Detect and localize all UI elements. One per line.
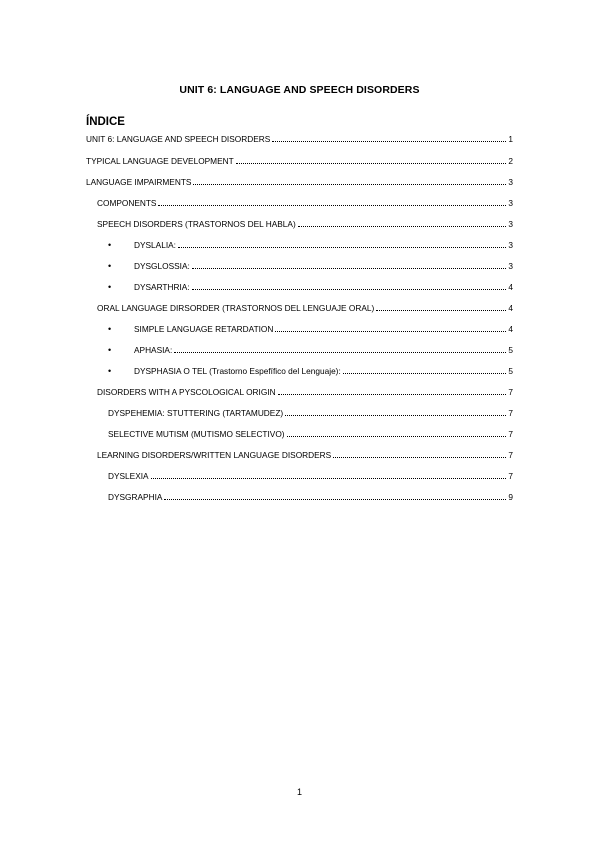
- bullet-icon: •: [108, 240, 112, 250]
- toc-entry[interactable]: [108, 281, 513, 293]
- toc-entry-page: 3: [508, 198, 513, 208]
- toc-entry-page: 9: [508, 492, 513, 502]
- toc-entry-label: DYSLALIA:: [134, 240, 176, 250]
- document-title: UNIT 6: LANGUAGE AND SPEECH DISORDERS: [179, 84, 420, 96]
- dot-leader: [192, 260, 507, 269]
- toc-entry-page: 3: [508, 261, 513, 271]
- toc-entry[interactable]: [86, 176, 513, 188]
- toc-entry-page: 4: [508, 324, 513, 334]
- dot-leader: [174, 344, 506, 353]
- toc-entry-label: ORAL LANGUAGE DIRSORDER (TRASTORNOS DEL LENGUAJE ORAL): [97, 303, 375, 313]
- dot-leader: [164, 491, 506, 500]
- toc-entry-page: 3: [508, 219, 513, 229]
- dot-leader: [275, 323, 506, 332]
- dot-leader: [278, 386, 507, 395]
- toc-entry-label: DYSGRAPHIA: [108, 492, 163, 502]
- toc-entry-page: 1: [508, 134, 513, 144]
- toc-entry-page: 4: [508, 303, 513, 313]
- toc-entry-page: 3: [508, 177, 513, 187]
- toc-entry-page: 7: [508, 387, 513, 397]
- page-number: 1: [296, 787, 302, 797]
- toc-entry[interactable]: [108, 344, 513, 356]
- toc-entry-label: LEARNING DISORDERS/WRITTEN LANGUAGE DISORDERS: [97, 450, 332, 460]
- toc-entry-label: TYPICAL LANGUAGE DEVELOPMENT: [86, 156, 234, 166]
- toc-entry-label: DYSPHASIA O TEL (Trastorno Espefífico del Lenguaje):: [134, 366, 341, 376]
- bullet-icon: •: [108, 282, 112, 292]
- toc-entry-label: COMPONENTS: [97, 198, 157, 208]
- toc-entry[interactable]: [108, 407, 513, 419]
- dot-leader: [298, 218, 507, 227]
- dot-leader: [193, 176, 506, 185]
- toc-entry[interactable]: [97, 386, 513, 398]
- dot-leader: [333, 449, 506, 458]
- dot-leader: [192, 281, 507, 290]
- toc-entry-label: UNIT 6: LANGUAGE AND SPEECH DISORDERS: [86, 134, 271, 144]
- toc-entry[interactable]: [108, 323, 513, 335]
- toc-entry[interactable]: [86, 133, 513, 145]
- toc-heading: ÍNDICE: [86, 116, 125, 128]
- toc-entry-page: 3: [508, 240, 513, 250]
- toc-entry-label: DYSLEXIA: [108, 471, 149, 481]
- toc-entry-label: DYSGLOSSIA:: [134, 261, 190, 271]
- toc-entry[interactable]: [97, 197, 513, 209]
- toc-entry[interactable]: [108, 491, 513, 503]
- toc-entry-label: APHASIA:: [134, 345, 173, 355]
- dot-leader: [236, 155, 507, 164]
- toc-entry-label: DYSARTHRIA:: [134, 282, 190, 292]
- toc-entry[interactable]: [108, 365, 513, 377]
- toc-entry-label: LANGUAGE IMPAIRMENTS: [86, 177, 192, 187]
- toc-entry[interactable]: [108, 428, 513, 440]
- toc-entry-page: 5: [508, 366, 513, 376]
- toc-entry[interactable]: [108, 260, 513, 272]
- toc-entry-label: SPEECH DISORDERS (TRASTORNOS DEL HABLA): [97, 219, 296, 229]
- dot-leader: [158, 197, 506, 206]
- dot-leader: [285, 407, 506, 416]
- toc-entry-label: SIMPLE LANGUAGE RETARDATION: [134, 324, 274, 334]
- toc-entry-label: SELECTIVE MUTISM (MUTISMO SELECTIVO): [108, 429, 285, 439]
- dot-leader: [343, 365, 507, 374]
- toc-entry-label: DISORDERS WITH A PYSCOLOGICAL ORIGIN: [97, 387, 276, 397]
- toc-entry-page: 7: [508, 450, 513, 460]
- dot-leader: [272, 133, 506, 142]
- toc-entry-page: 7: [508, 429, 513, 439]
- toc-entry[interactable]: [108, 239, 513, 251]
- toc-entry-page: 2: [508, 156, 513, 166]
- toc-entry[interactable]: [86, 155, 513, 167]
- dot-leader: [376, 302, 506, 311]
- toc-entry[interactable]: [108, 470, 513, 482]
- bullet-icon: •: [108, 324, 112, 334]
- toc-entry[interactable]: [97, 302, 513, 314]
- bullet-icon: •: [108, 261, 112, 271]
- toc-entry-page: 7: [508, 408, 513, 418]
- dot-leader: [178, 239, 506, 248]
- toc-entry-page: 4: [508, 282, 513, 292]
- toc-entry-page: 7: [508, 471, 513, 481]
- toc-entry[interactable]: [97, 449, 513, 461]
- toc-entry-page: 5: [508, 345, 513, 355]
- dot-leader: [287, 428, 507, 437]
- bullet-icon: •: [108, 345, 112, 355]
- dot-leader: [151, 470, 507, 479]
- toc-entry[interactable]: [97, 218, 513, 230]
- bullet-icon: •: [108, 366, 112, 376]
- toc-entry-label: DYSPEHEMIA: STUTTERING (TARTAMUDEZ): [108, 408, 284, 418]
